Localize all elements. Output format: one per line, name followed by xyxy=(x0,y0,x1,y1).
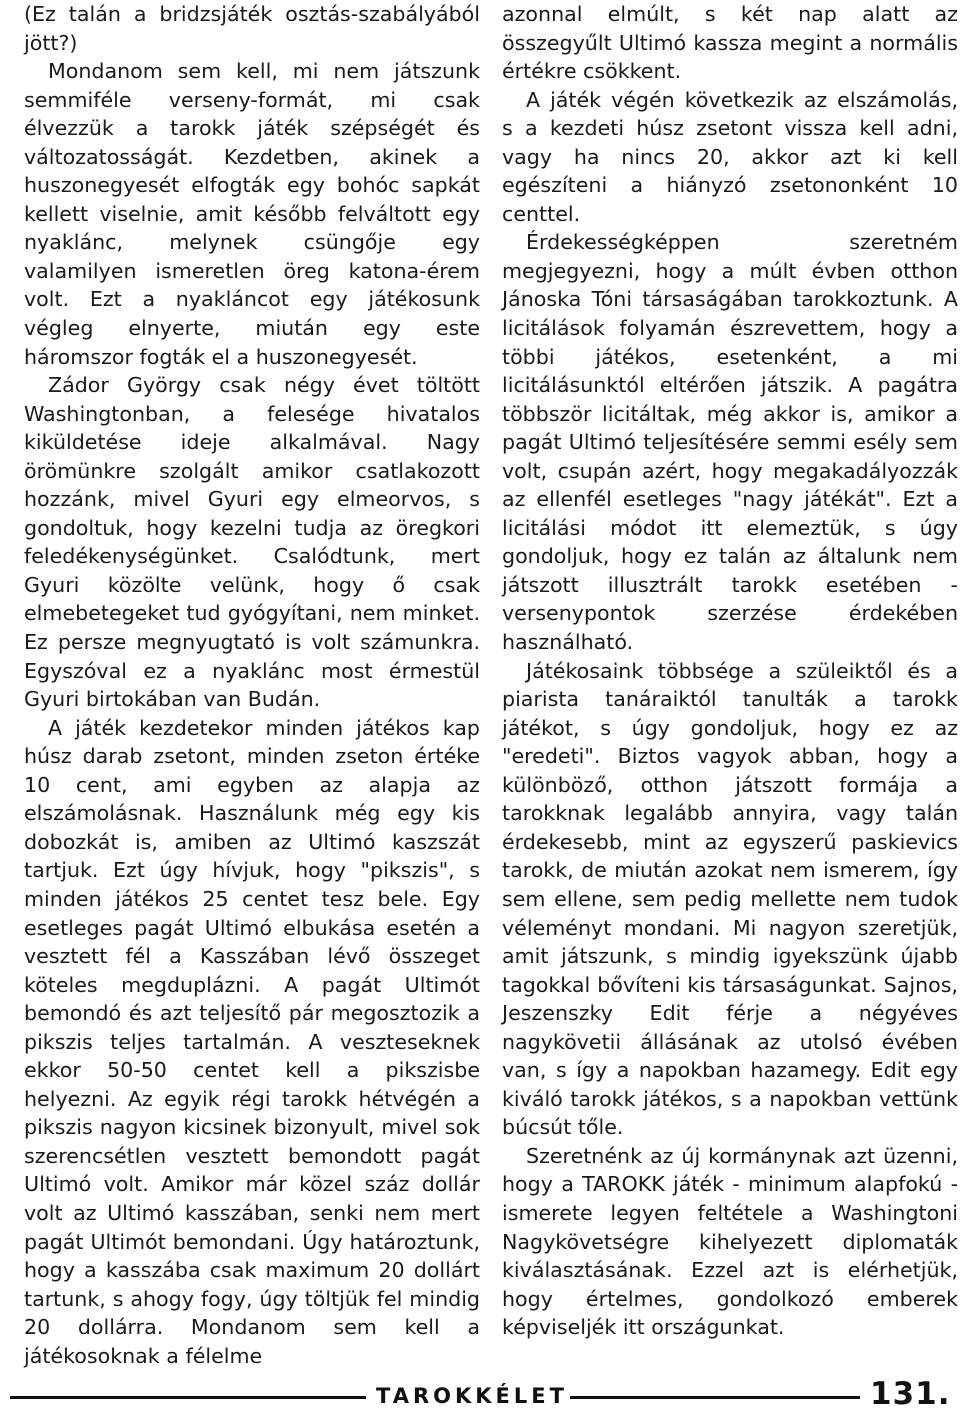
paragraph: Mondanom sem kell, mi nem játszunk semmiféle verseny-formát, mi csak élvezzük a tarokk játék szépségét és változatosságát. Kezdetben, akinek a huszonegyesét elfogták egy bohóc sapkát kellett viselnie, amit később felváltott egy nyaklánc, melynek csüngője egy valamilyen ismeretlen öreg katona-érem volt. Ezt a nyakláncot egy játékosunk végleg elnyerte, miután egy este háromszor fogták el a huszonegyesét. xyxy=(24,59,480,369)
paragraph: Játékosaink többsége a szüleiktől és a piarista tanáraiktól tanulták a tarokk játékot, s úgy gondoljuk, hogy ez az "eredeti". Biztos vagyok abban, hogy a különböző, otthon játszott formája a tarokknak legalább annyira, vagy talán érdekesebb, mint az egyszerű paskievics tarokk, de miután azokat nem ismerem, így sem ellene, sem pedig mellette nem tudok véleményt mondani. Mi nagyon szeretjük, amit játszunk, s mindig igyekszünk újabb tagokkal bővíteni kis társaságunkat. Sajnos, Jeszenszky Edit férje a négyéves nagykövetii állásának az utolsó évében van, s így a napokban hazamegy. Edit egy kiváló tarokk játékos, s a napokban vettünk búcsút tőle. xyxy=(502,658,958,1140)
paragraph: A játék végén következik az elszámolás, s a kezdeti húsz zsetont vissza kell adni, vagy ha nincs 20, akkor azt ki kell egészíteni a hiányzó zsetononként 10 centtel. xyxy=(502,87,958,226)
paragraph: Érdekességképpen szeretném megjegyezni, hogy a múlt évben otthon Jánoska Tóni társaságában tarokkoztunk. A licitálások folyamán észrevettem, hogy a többi játékos, esetenként, a mi licitálásunktól eltérően játszik. A pagátra többször licitáltak, még akkor is, amikor a pagát Ultimó teljesítésére semmi esély sem volt, csupán azért, hogy megakadályozzák az ellenfél esetleges "nagy játékát". Ezt a licitálási módot itt elemeztük, s úgy gondoljuk, hogy ez talán az általunk nem játszott illusztrált tarokk esetében - versenypontok szerzése érdekében használható. xyxy=(502,230,958,655)
paragraph: Szeretnénk az új kormánynak azt üzenni, hogy a TAROKK játék - minimum alapfokú - ismerete legyen feltétele a Washingtoni Nagykövetségre kihelyezett diplomaták kiválasztásának. Ezzel azt is elérhetjük, hogy értelmes, gondolkozó emberek képviseljék itt országunkat. xyxy=(502,1143,958,1340)
footer-rule-left xyxy=(10,1396,366,1399)
page-number: 131. xyxy=(870,1376,951,1412)
paragraph: Zádor György csak négy évet töltött Washingtonban, a felesége hivatalos kiküldetése ideje alkalmával. Nagy örömünkre szolgált amikor csatlakozott hozzánk, mivel Gyuri egy elmeorvos, s gondoltuk, hogy kezelni tudja az öregkori feledékenységünket. Csalódtunk, mert Gyuri közölte velünk, hogy ő csak elmebetegeket tud gyógyítani, nem minket. Ez persze megnyugtató is volt számunkra. Egyszóval ez a nyaklánc most érmestül Gyuri birtokában van Budán. xyxy=(24,373,480,712)
page-footer xyxy=(0,1378,960,1414)
publication-title: TAROKKÉLET xyxy=(376,1384,568,1408)
paragraph: A játék kezdetekor minden játékos kap húsz darab zsetont, minden zseton értéke 10 cent, ami egyben az alapja az elszámolásnak. Használunk még egy kis dobozkát is, amiben az Ultimó kaszszát tartjuk. Ezt úgy hívjuk, hogy "pikszis", s minden játékos 25 centet tesz bele. Egy esetleges pagát Ultimó elbukása esetén a vesztett fél a Kasszában lévő összeget köteles megduplázni. A pagát Ultimót bemondó és azt teljesítő pár megosztozik a pikszis teljes tartalmán. A veszteseknek ekkor 50-50 centet kell a pikszisbe helyezni. Az egyik régi tarokk hétvégén a pikszis nagyon kicsinek bizonyult, mivel sok szerencsétlen vesztett bemondott pagát Ultimó volt. Amikor már közel száz dollár volt az Ultimó kasszában, senki nem mert pagát Ultimót bemondani. Úgy határoztunk, hogy a kasszába csak maximum 20 dollárt tartunk, s ahogy fogy, úgy töltjük fel mindig 20 dollárra. Mondanom sem kell a játékosoknak a félelme xyxy=(24,715,480,1368)
left-column xyxy=(24,0,480,1370)
footer-rule-right xyxy=(570,1396,860,1399)
paragraph: azonnal elmúlt, s két nap alatt az összegyűlt Ultimó kassza megint a normális értékre csökkent. xyxy=(502,2,958,84)
paragraph: (Ez talán a bridzsjáték osztás-szabályából jött?) xyxy=(24,2,480,55)
right-column xyxy=(502,0,958,1342)
